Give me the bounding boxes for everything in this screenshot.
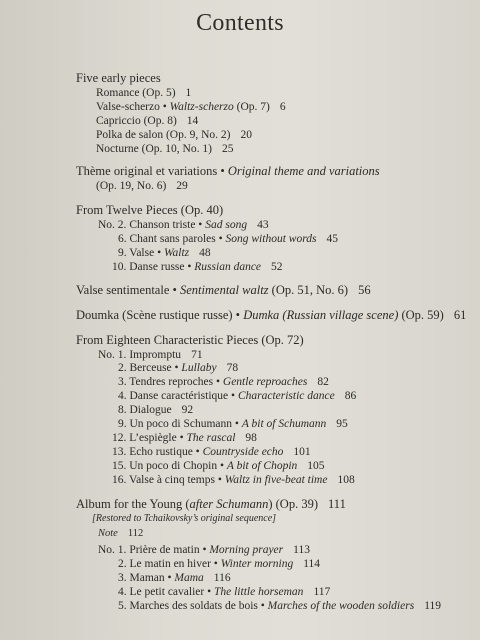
entry-translation: Characteristic dance <box>237 390 335 402</box>
toc-entry[interactable] <box>118 571 231 585</box>
page-number: 95 <box>336 418 348 430</box>
toc-entry[interactable] <box>112 260 283 274</box>
entry-translation: Waltz in five-beat time <box>224 474 328 486</box>
toc-entry[interactable] <box>118 361 238 375</box>
entry-opus: (Op. 51, No. 6) <box>268 283 349 297</box>
toc-entry-cont <box>96 179 188 193</box>
page-number: 1 <box>185 87 192 99</box>
toc-entry[interactable] <box>112 459 325 473</box>
page-number: 119 <box>424 600 442 612</box>
page-number: 20 <box>240 129 252 141</box>
entry-number: 3. <box>118 572 127 584</box>
toc-entry[interactable] <box>112 431 257 445</box>
page-number: 101 <box>293 446 311 458</box>
page-number: 108 <box>337 474 355 486</box>
entry-title: Le petit cavalier • <box>129 586 214 598</box>
entry-title: Berceuse • <box>129 362 182 374</box>
page-number: 56 <box>358 283 371 297</box>
entry-number: 5. <box>118 600 127 612</box>
page-number: 43 <box>257 219 269 231</box>
page-title: Contents <box>196 10 284 36</box>
entry-number: 16. <box>112 474 127 486</box>
entry-translation: A bit of Schumann <box>241 418 327 430</box>
page-number: 52 <box>271 261 283 273</box>
page-number: 114 <box>303 558 321 570</box>
entry-translation: Waltz-scherzo <box>169 101 234 113</box>
entry-title: Marches des soldats de bois • <box>129 600 268 612</box>
restored-note: [Restored to Tchaikovsky’s original sequence] <box>92 513 277 524</box>
entry-opus: (Op. 19, No. 6) <box>96 180 167 192</box>
toc-entry[interactable] <box>118 246 211 260</box>
entry-title: Prière de matin • <box>129 544 210 556</box>
entry-number: No. 2. <box>98 219 127 231</box>
toc-entry[interactable] <box>118 599 441 613</box>
entry-translation: Waltz <box>163 247 190 259</box>
toc-entry[interactable] <box>118 389 356 403</box>
toc-entry[interactable] <box>96 114 198 128</box>
page-number: 116 <box>213 572 231 584</box>
entry-translation: Mama <box>174 572 204 584</box>
page-number: 111 <box>328 497 346 511</box>
page-number: 25 <box>221 143 234 155</box>
entry-number: 4. <box>118 586 127 598</box>
entry-title: Nocturne (Op. 10, No. 1) <box>96 143 212 155</box>
section-heading: Doumka (Scène rustique russe) • <box>76 308 244 322</box>
entry-title: Dialogue <box>129 404 172 416</box>
entry-title: Polka de salon (Op. 9, No. 2) <box>96 129 231 141</box>
page-number: 71 <box>191 349 203 361</box>
section-heading: From Twelve Pieces (Op. 40) <box>76 203 224 217</box>
entry-translation: The rascal <box>186 432 236 444</box>
toc-entry[interactable] <box>76 164 380 178</box>
entry-title: Echo rustique • <box>129 446 203 458</box>
entry-title: Danse caractéristique • <box>129 390 238 402</box>
entry-translation: Lullaby <box>181 362 217 374</box>
entry-number: No. 1. <box>98 349 127 361</box>
entry-number: 13. <box>112 446 127 458</box>
page-number: 45 <box>326 233 338 245</box>
entry-number: 12. <box>112 432 127 444</box>
entry-translation: Gentle reproaches <box>222 376 308 388</box>
page-number: 78 <box>226 362 239 374</box>
entry-translation: Winter morning <box>220 558 294 570</box>
toc-entry[interactable] <box>118 585 330 599</box>
entry-translation: Countryside echo <box>202 446 284 458</box>
toc-entry[interactable] <box>118 557 320 571</box>
page-number: 48 <box>199 247 211 259</box>
entry-title: Valse-scherzo • <box>96 101 170 113</box>
section-heading: From Eighteen Characteristic Pieces (Op. 72) <box>76 333 304 347</box>
entry-title: Maman • <box>129 572 175 584</box>
entry-translation: A bit of Chopin <box>226 460 298 472</box>
page-number: 86 <box>344 390 357 402</box>
toc-entry[interactable] <box>96 100 286 114</box>
entry-number: 2. <box>118 362 127 374</box>
entry-number: 8. <box>118 404 127 416</box>
entry-title: Valse à cinq temps • <box>129 474 225 486</box>
toc-entry[interactable] <box>98 218 269 232</box>
page-number: 112 <box>127 528 144 539</box>
heading-translation: Original theme and variations <box>227 164 380 178</box>
entry-title: Un poco di Chopin • <box>129 460 227 472</box>
entry-number: 10. <box>112 261 127 273</box>
toc-entry[interactable] <box>76 497 346 511</box>
page-number: 117 <box>313 586 331 598</box>
entry-translation: The little horseman <box>213 586 304 598</box>
page-number: 105 <box>307 460 325 472</box>
toc-entry[interactable] <box>118 232 338 246</box>
page-number: 14 <box>186 115 199 127</box>
toc-entry[interactable] <box>98 543 310 557</box>
entry-title: Capriccio (Op. 8) <box>96 115 177 127</box>
toc-entry[interactable] <box>98 348 203 362</box>
entry-title: Valse • <box>129 247 164 259</box>
heading-translation: Sentimental waltz <box>180 283 269 297</box>
entry-title: Chant sans paroles • <box>129 233 226 245</box>
toc-entry[interactable] <box>98 527 143 541</box>
entry-opus: (Op. 59) <box>398 308 444 322</box>
entry-number: 2. <box>118 558 127 570</box>
entry-opus: ) (Op. 39) <box>268 497 318 511</box>
toc-entry[interactable] <box>96 128 252 142</box>
section-heading: Five early pieces <box>76 71 161 85</box>
entry-title: Tendres reproches • <box>129 376 223 388</box>
page-number: 92 <box>181 404 194 416</box>
toc-entry[interactable] <box>76 283 371 297</box>
page-number: 6 <box>279 101 286 113</box>
toc-entry[interactable] <box>112 473 355 487</box>
entry-translation: Sad song <box>205 219 248 231</box>
toc-entry[interactable] <box>96 142 233 156</box>
entry-number: 4. <box>118 390 127 402</box>
entry-number: 6. <box>118 233 127 245</box>
section-heading: Thème original et variations • <box>76 164 228 178</box>
toc-entry[interactable] <box>118 403 193 417</box>
entry-translation: Morning prayer <box>209 544 284 556</box>
entry-number: 9. <box>118 247 127 259</box>
entry-title: Le matin en hiver • <box>129 558 221 570</box>
entry-title: Un poco di Schumann • <box>129 418 242 430</box>
entry-translation: Marches of the wooden soldiers <box>267 600 415 612</box>
entry-title: Romance (Op. 5) <box>96 87 176 99</box>
entry-translation: Russian dance <box>194 261 262 273</box>
toc-entry[interactable] <box>112 445 311 459</box>
entry-number: 3. <box>118 376 127 388</box>
section-heading: Valse sentimentale • <box>76 283 180 297</box>
toc-entry[interactable] <box>76 308 466 322</box>
entry-number: No. 1. <box>98 544 127 556</box>
page-number: 113 <box>293 544 310 556</box>
page-number: 29 <box>176 180 188 192</box>
entry-title: Impromptu <box>129 349 182 361</box>
heading-translation: after Schumann <box>189 497 269 511</box>
entry-number: 15. <box>112 460 127 472</box>
entry-title: Chanson triste • <box>129 219 206 231</box>
entry-title: L’espiègle • <box>129 432 187 444</box>
entry-title: Danse russe • <box>129 261 195 273</box>
page-number: 82 <box>317 376 329 388</box>
toc-entry[interactable] <box>118 375 329 389</box>
page-number: 98 <box>245 432 257 444</box>
entry-number: 9. <box>118 418 127 430</box>
page-number: 61 <box>453 308 467 322</box>
section-heading: Album for the Young ( <box>76 497 190 511</box>
toc-entry[interactable] <box>96 86 191 100</box>
heading-translation: Dumka (Russian village scene) <box>243 308 399 322</box>
toc-entry[interactable] <box>118 417 348 431</box>
entry-title: Note <box>98 528 118 539</box>
entry-opus: (Op. 7) <box>233 101 270 113</box>
entry-translation: Song without words <box>225 233 317 245</box>
